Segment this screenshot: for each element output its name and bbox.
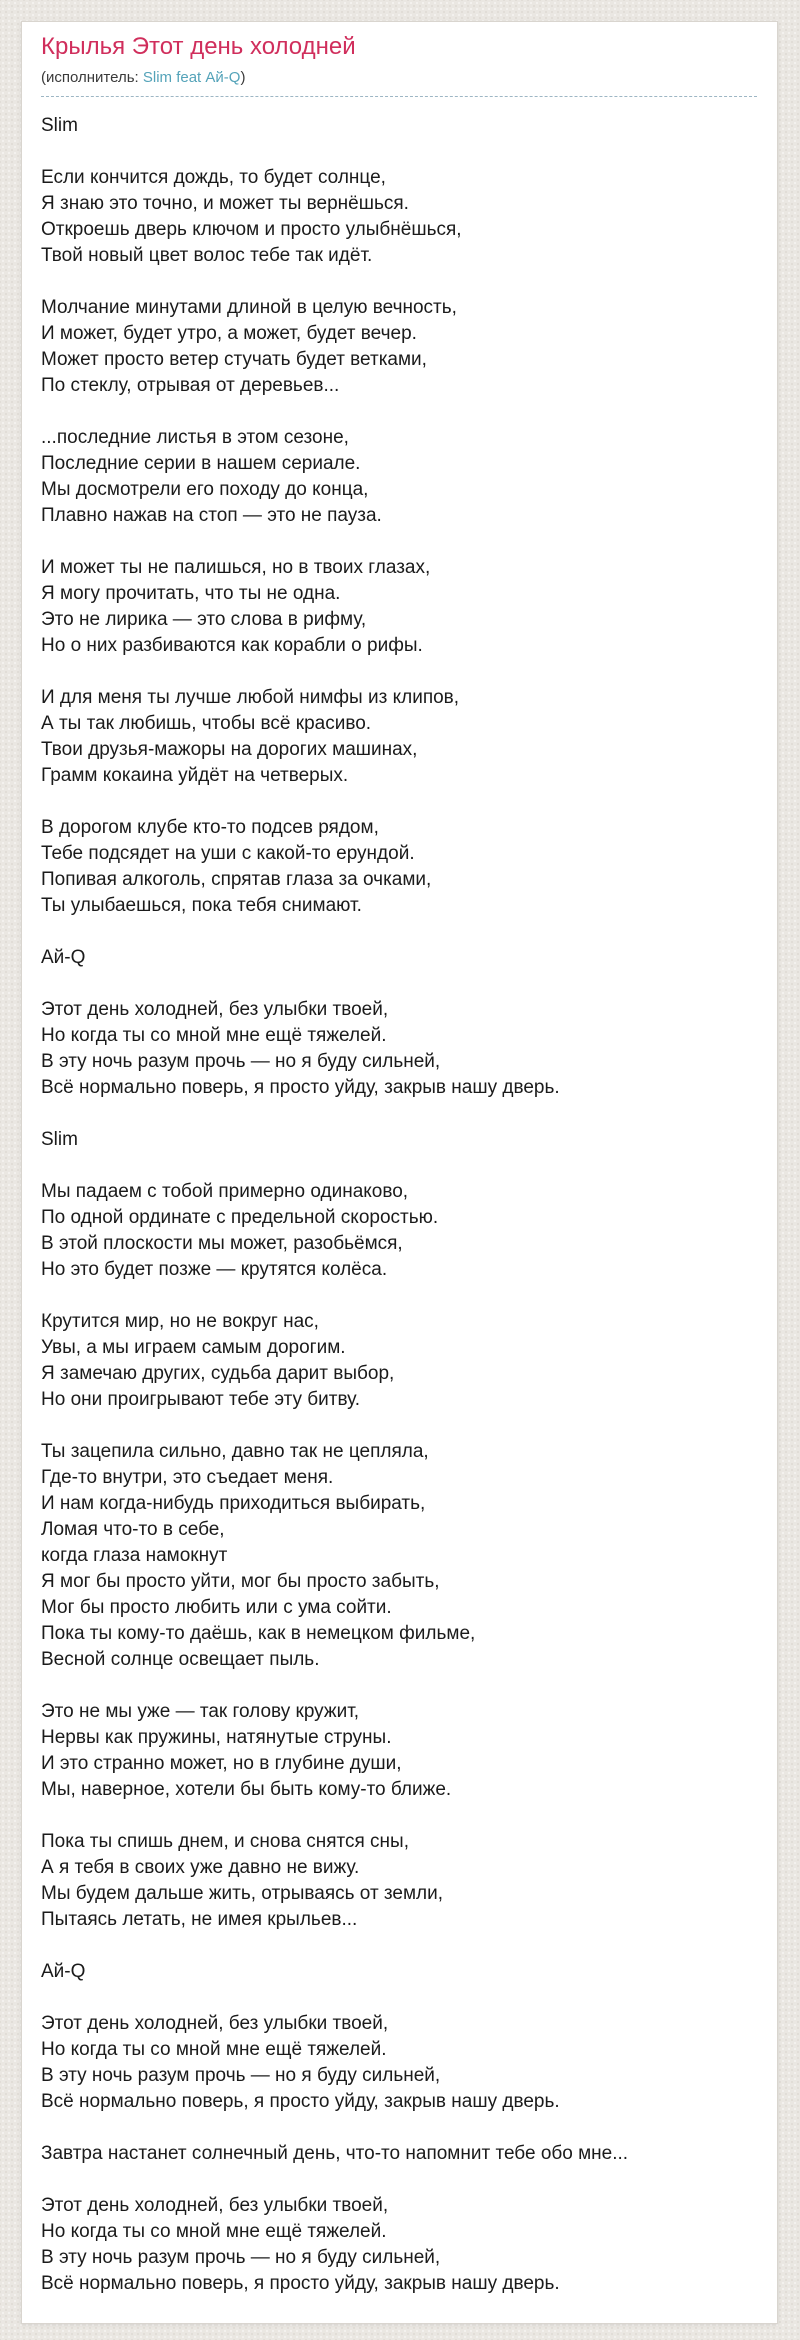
lyrics-stanza	[41, 1699, 757, 1803]
lyric-line: По стеклу, отрывая от деревьев...	[41, 375, 340, 396]
lyric-line: В дорогом клубе кто-то подсев рядом,	[41, 817, 379, 838]
lyric-line: Ты зацепила сильно, давно так не цепляла,	[41, 1441, 429, 1462]
lyrics-stanza	[41, 685, 757, 789]
performer-label	[41, 945, 757, 971]
lyric-line: Если кончится дождь, то будет солнце,	[41, 167, 386, 188]
lyric-line: когда глаза намокнут	[41, 1545, 228, 1566]
lyric-line: Ломая что-то в себе,	[41, 1519, 225, 1540]
lyric-line: Этот день холодней, без улыбки твоей,	[41, 2013, 389, 2034]
lyrics-stanza	[41, 1309, 757, 1413]
lyric-line: Пока ты спишь днем, и снова снятся сны,	[41, 1831, 409, 1852]
lyric-line: Пытаясь летать, не имея крыльев...	[41, 1909, 358, 1930]
lyrics-stanza	[41, 1179, 757, 1283]
lyric-line: Но когда ты со мной мне ещё тяжелей.	[41, 2039, 387, 2060]
artist-link[interactable]: Slim feat Ай-Q	[142, 69, 241, 86]
lyric-line: Последние серии в нашем сериале.	[41, 453, 361, 474]
lyrics-stanza	[41, 165, 757, 269]
lyrics-text	[41, 113, 757, 2297]
lyric-line: Мог бы просто любить или с ума сойти.	[41, 1597, 392, 1618]
lyrics-stanza	[41, 2011, 757, 2115]
lyric-line: Slim	[41, 1129, 78, 1150]
song-title: Крылья Этот день холодней	[41, 33, 356, 60]
lyric-line: Мы будем дальше жить, отрываясь от земли,	[41, 1883, 444, 1904]
lyric-line: И нам когда-нибудь приходиться выбирать,	[41, 1493, 426, 1514]
lyric-line: Это не лирика — это слова в рифму,	[41, 609, 367, 630]
lyrics-stanza	[41, 2193, 757, 2297]
lyric-line: Но когда ты со мной мне ещё тяжелей.	[41, 2221, 387, 2242]
lyrics-stanza	[41, 2141, 757, 2167]
lyrics-stanza	[41, 1829, 757, 1933]
lyric-line: Увы, а мы играем самым дорогим.	[41, 1337, 346, 1358]
lyric-line: Но о них разбиваются как корабли о рифы.	[41, 635, 423, 656]
lyrics-card	[21, 21, 778, 2324]
lyric-line: Тебе подсядет на уши с какой-то ерундой.	[41, 843, 415, 864]
lyric-line: Молчание минутами длиной в целую вечность,	[41, 297, 457, 318]
lyric-line: По одной ординате с предельной скоростью.	[41, 1207, 439, 1228]
performer-label	[41, 1127, 757, 1153]
artist-line	[41, 68, 757, 97]
artist-label-suffix: )	[240, 69, 246, 86]
lyric-line: Твои друзья-мажоры на дорогих машинах,	[41, 739, 418, 760]
lyric-line: Я знаю это точно, и может ты вернёшься.	[41, 193, 409, 214]
lyric-line: И может ты не палишься, но в твоих глазах,	[41, 557, 431, 578]
lyric-line: Я могу прочитать, что ты не одна.	[41, 583, 341, 604]
lyric-line: А я тебя в своих уже давно не вижу.	[41, 1857, 360, 1878]
lyric-line: Твой новый цвет волос тебе так идёт.	[41, 245, 373, 266]
lyric-line: Крутится мир, но не вокруг нас,	[41, 1311, 319, 1332]
lyrics-stanza	[41, 555, 757, 659]
lyric-line: Нервы как пружины, натянутые струны.	[41, 1727, 392, 1748]
lyric-line: Может просто ветер стучать будет ветками,	[41, 349, 427, 370]
lyric-line: Я замечаю других, судьба дарит выбор,	[41, 1363, 395, 1384]
lyric-line: Всё нормально поверь, я просто уйду, закрыв нашу дверь.	[41, 2091, 560, 2112]
lyric-line: Мы, наверное, хотели бы быть кому-то ближе.	[41, 1779, 452, 1800]
lyric-line: Ай-Q	[41, 947, 86, 968]
lyric-line: Пока ты кому-то даёшь, как в немецком фильме,	[41, 1623, 476, 1644]
lyric-line: В этой плоскости мы может, разобьёмся,	[41, 1233, 403, 1254]
lyric-line: И для меня ты лучше любой нимфы из клипов,	[41, 687, 460, 708]
lyric-line: Этот день холодней, без улыбки твоей,	[41, 999, 389, 1020]
lyric-line: Мы падаем с тобой примерно одинаково,	[41, 1181, 409, 1202]
lyric-line: Завтра настанет солнечный день, что-то напомнит тебе обо мне...	[41, 2143, 629, 2164]
lyric-line: Весной солнце освещает пыль.	[41, 1649, 320, 1670]
lyrics-stanza	[41, 997, 757, 1101]
lyric-line: Ай-Q	[41, 1961, 86, 1982]
lyric-line: Откроешь дверь ключом и просто улыбнёшься,	[41, 219, 462, 240]
lyric-line: ...последние листья в этом сезоне,	[41, 427, 349, 448]
lyric-line: Это не мы уже — так голову кружит,	[41, 1701, 360, 1722]
lyric-line: В эту ночь разум прочь — но я буду сильней,	[41, 1051, 441, 1072]
lyric-line: Я мог бы просто уйти, мог бы просто забыть,	[41, 1571, 440, 1592]
lyric-line: Где-то внутри, это съедает меня.	[41, 1467, 334, 1488]
lyric-line: И это странно может, но в глубине души,	[41, 1753, 402, 1774]
lyrics-stanza	[41, 1439, 757, 1673]
lyric-line: Этот день холодней, без улыбки твоей,	[41, 2195, 389, 2216]
lyrics-stanza	[41, 815, 757, 919]
lyric-line: В эту ночь разум прочь — но я буду сильней,	[41, 2065, 441, 2086]
performer-label	[41, 1959, 757, 1985]
lyric-line: Попивая алкоголь, спрятав глаза за очками,	[41, 869, 432, 890]
lyric-line: В эту ночь разум прочь — но я буду сильней,	[41, 2247, 441, 2268]
lyric-line: Ты улыбаешься, пока тебя снимают.	[41, 895, 362, 916]
lyric-line: Но это будет позже — крутятся колёса.	[41, 1259, 388, 1280]
lyric-line: Но они проигрывают тебе эту битву.	[41, 1389, 361, 1410]
lyrics-stanza	[41, 295, 757, 399]
lyric-line: Но когда ты со мной мне ещё тяжелей.	[41, 1025, 387, 1046]
lyric-line: Всё нормально поверь, я просто уйду, закрыв нашу дверь.	[41, 1077, 560, 1098]
lyric-line: И может, будет утро, а может, будет вечер.	[41, 323, 417, 344]
lyrics-stanza	[41, 425, 757, 529]
lyric-line: Плавно нажав на стоп — это не пауза.	[41, 505, 382, 526]
lyric-line: Мы досмотрели его походу до конца,	[41, 479, 369, 500]
lyric-line: Slim	[41, 115, 78, 136]
lyric-line: Грамм кокаина уйдёт на четверых.	[41, 765, 349, 786]
performer-label	[41, 113, 757, 139]
artist-label-prefix: (исполнитель:	[41, 69, 143, 86]
lyric-line: Всё нормально поверь, я просто уйду, закрыв нашу дверь.	[41, 2273, 560, 2294]
lyric-line: А ты так любишь, чтобы всё красиво.	[41, 713, 372, 734]
